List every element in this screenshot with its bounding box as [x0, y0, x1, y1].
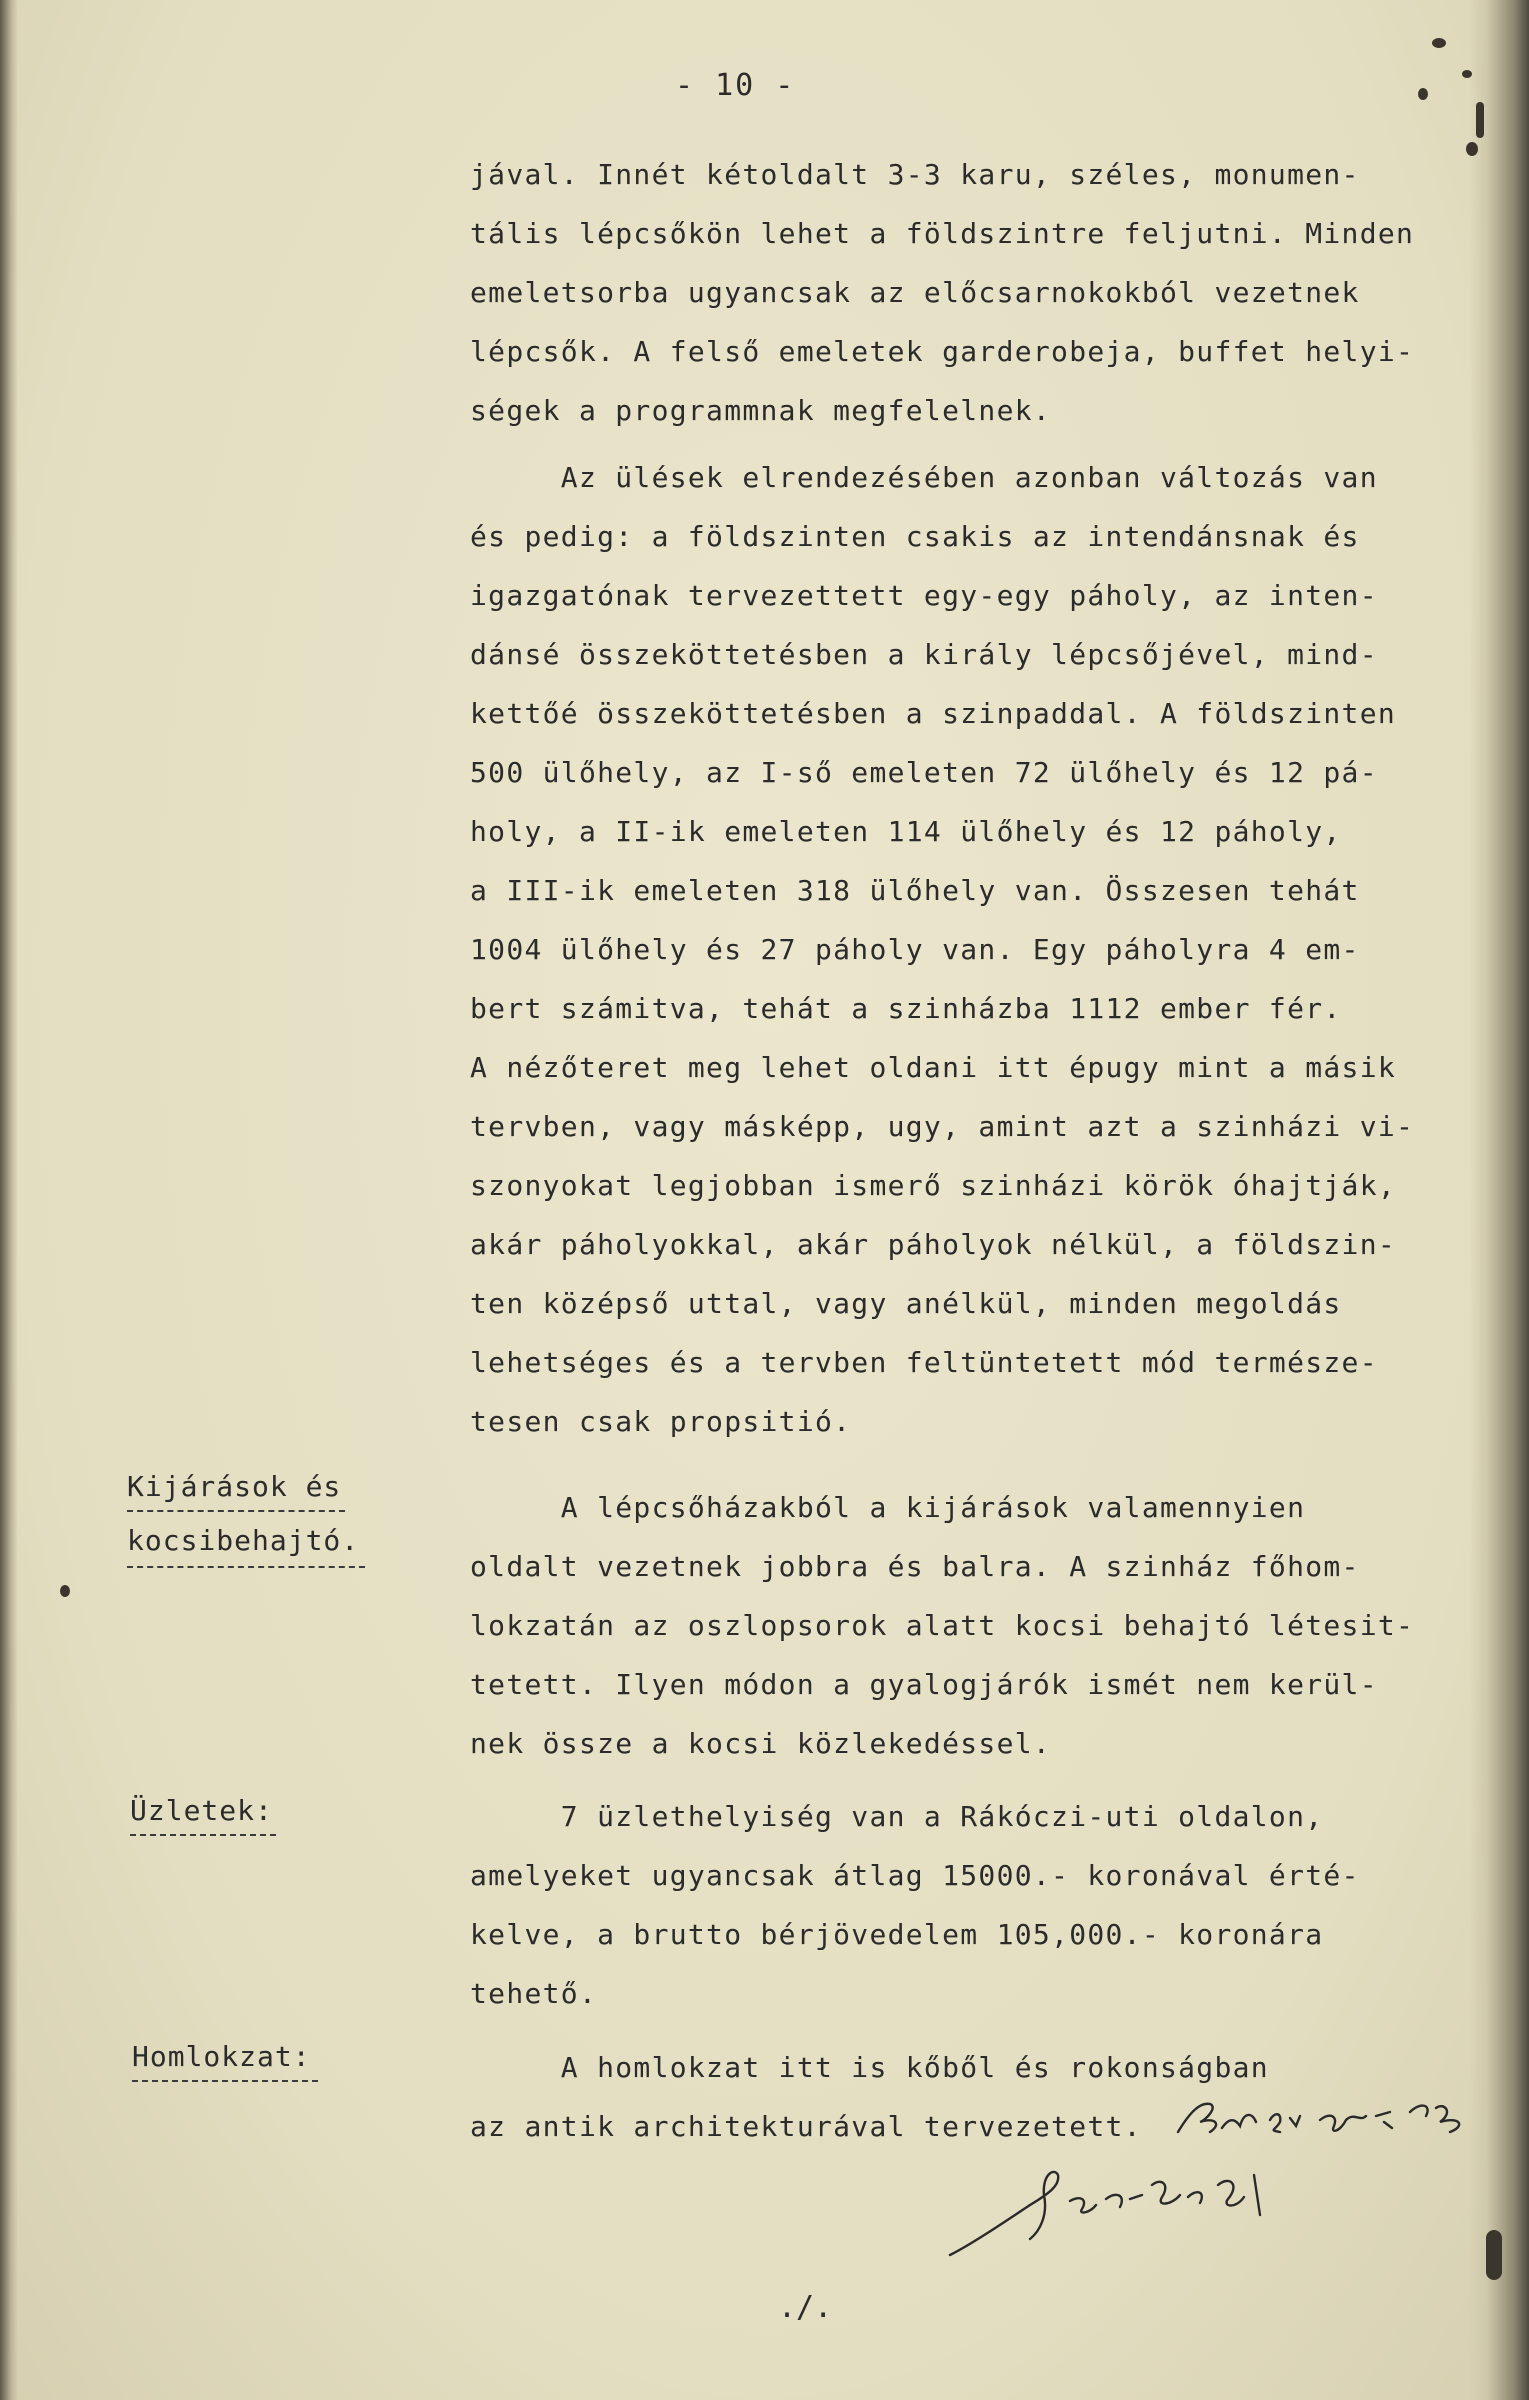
ink-spot — [60, 1585, 70, 1597]
ink-spot — [1466, 142, 1478, 156]
body-line: oldalt vezetnek jobbra és balra. A szinház főhom- — [470, 1550, 1360, 1583]
heading-underline — [132, 2080, 318, 2082]
body-line: lehetséges és a tervben feltüntetett mód természe- — [470, 1346, 1378, 1379]
handwritten-date — [1170, 2082, 1500, 2152]
body-line: kettőé összeköttetésben a szinpaddal. A földszinten — [470, 697, 1397, 730]
ink-spot — [1476, 102, 1484, 138]
body-line: dánsé összeköttetésben a király lépcsőjével, mind- — [470, 638, 1378, 671]
body-line: A nézőteret meg lehet oldani itt épugy mint a másik — [470, 1051, 1397, 1084]
body-line: tetett. Ilyen módon a gyalogjárók ismét nem kerül- — [470, 1668, 1378, 1701]
body-line: A homlokzat itt is kőből és rokonságban — [470, 2051, 1269, 2084]
body-line: lépcsők. A felső emeletek garderobeja, buffet helyi- — [470, 335, 1415, 368]
body-line: Az ülések elrendezésében azonban változás van — [470, 461, 1378, 494]
page-number: - 10 - — [675, 68, 796, 103]
body-line: A lépcsőházakból a kijárások valamennyien — [470, 1491, 1306, 1524]
margin-heading-shops: Üzletek: — [130, 1794, 273, 1827]
heading-underline — [127, 1566, 365, 1568]
body-line: tehető. — [470, 1977, 598, 2010]
body-line: és pedig: a földszinten csakis az intendánsnak és — [470, 520, 1360, 553]
body-line: igazgatónak tervezettett egy-egy páholy, az inten- — [470, 579, 1378, 612]
body-line: amelyeket ugyancsak átlag 15000.- koronával érté- — [470, 1859, 1360, 1892]
body-line: az antik architekturával tervezetett. — [470, 2110, 1142, 2143]
page-continuation-mark: ./. — [778, 2290, 833, 2325]
margin-heading-facade: Homlokzat: — [132, 2040, 311, 2073]
handwritten-signature — [930, 2155, 1310, 2265]
body-line: nek össze a kocsi közlekedéssel. — [470, 1727, 1052, 1760]
body-line: 500 ülőhely, az I-ső emeleten 72 ülőhely és 12 pá- — [470, 756, 1378, 789]
heading-underline — [127, 1510, 345, 1512]
body-line: tesen csak propsitió. — [470, 1405, 852, 1438]
ink-spot — [1418, 88, 1428, 100]
body-line: a III-ik emeleten 318 ülőhely van. Összesen tehát — [470, 874, 1360, 907]
ink-spot — [1432, 38, 1446, 48]
body-line: ségek a programmnak megfelelnek. — [470, 394, 1052, 427]
body-line: 7 üzlethelyiség van a Rákóczi-uti oldalon, — [470, 1800, 1324, 1833]
body-line: tális lépcsőkön lehet a földszintre feljutni. Minden — [470, 217, 1415, 250]
body-line: kelve, a brutto bérjövedelem 105,000.- koronára — [470, 1918, 1324, 1951]
margin-heading-exits-line2: kocsibehajtó. — [127, 1524, 360, 1557]
body-line: szonyokat legjobban ismerő szinházi körök óhajtják, — [470, 1169, 1397, 1202]
body-line: 1004 ülőhely és 27 páholy van. Egy páholyra 4 em- — [470, 933, 1360, 966]
margin-heading-exits-line1: Kijárások és — [127, 1470, 342, 1503]
paper-left-edge — [0, 0, 18, 2400]
body-line: ten középső uttal, vagy anélkül, minden megoldás — [470, 1287, 1342, 1320]
paper-right-edge — [1469, 0, 1529, 2400]
body-line: akár páholyokkal, akár páholyok nélkül, a földszin- — [470, 1228, 1397, 1261]
body-line: emeletsorba ugyancsak az előcsarnokokból vezetnek — [470, 276, 1360, 309]
heading-underline — [130, 1834, 276, 1836]
ink-spot — [1486, 2230, 1502, 2280]
body-line: holy, a II-ik emeleten 114 ülőhely és 12 páholy, — [470, 815, 1342, 848]
body-line: jával. Innét kétoldalt 3-3 karu, széles, monumen- — [470, 158, 1360, 191]
body-line: bert számitva, tehát a szinházba 1112 ember fér. — [470, 992, 1342, 1025]
ink-spot — [1462, 70, 1472, 78]
body-line: tervben, vagy másképp, ugy, amint azt a szinházi vi- — [470, 1110, 1415, 1143]
body-line: lokzatán az oszlopsorok alatt kocsi behajtó létesit- — [470, 1609, 1415, 1642]
